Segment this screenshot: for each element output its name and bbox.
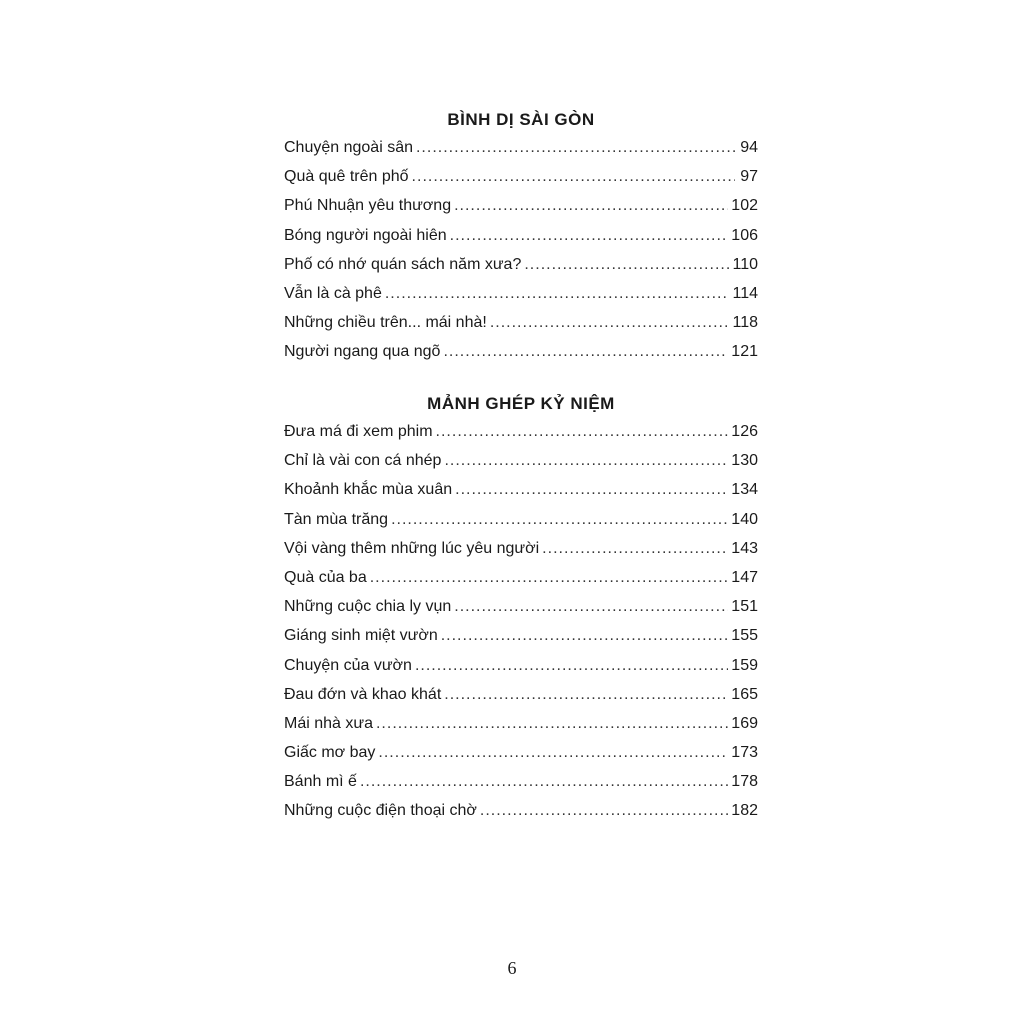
entry-page-number: 165 <box>731 685 758 703</box>
entry-title: Vẫn là cà phê <box>284 284 382 302</box>
toc-entries <box>284 417 758 826</box>
toc-entry <box>284 592 758 621</box>
toc-entry <box>284 250 758 279</box>
dot-leader <box>376 709 728 738</box>
entry-page-number: 182 <box>731 802 758 820</box>
toc-section-binh-di-sai-gon <box>284 107 758 367</box>
entry-title: Đau đớn và khao khát <box>284 685 442 703</box>
entry-title: Tàn mùa trăng <box>284 510 389 528</box>
dot-leader <box>416 133 735 162</box>
entry-page-number: 94 <box>740 139 758 156</box>
entry-page-number: 134 <box>731 481 758 499</box>
toc-entry <box>284 162 758 191</box>
toc-entry <box>284 796 758 825</box>
toc-entry <box>284 475 758 504</box>
entry-title: Người ngang qua ngõ <box>284 343 441 361</box>
entry-page-number: 121 <box>731 343 758 361</box>
page-number: 6 <box>507 958 517 978</box>
entry-title: Những cuộc chia ly vụn <box>284 598 452 616</box>
entry-title: Khoảnh khắc mùa xuân <box>284 481 453 499</box>
toc-entry <box>284 133 758 162</box>
entry-page-number: 126 <box>731 423 758 440</box>
toc-entry <box>284 767 758 796</box>
entry-title: Chuyện ngoài sân <box>284 139 413 156</box>
toc-entry <box>284 738 758 767</box>
toc-entry <box>284 279 758 308</box>
entry-title: Những chiều trên... mái nhà! <box>284 314 487 332</box>
entry-title: Chỉ là vài con cá nhép <box>284 452 442 470</box>
entry-page-number: 140 <box>731 510 758 528</box>
toc-entry <box>284 534 758 563</box>
dot-leader <box>370 563 729 592</box>
dot-leader <box>480 796 728 825</box>
entry-page-number: 178 <box>731 773 758 791</box>
dot-leader <box>450 221 729 250</box>
section-title: BÌNH DỊ SÀI GÒN <box>447 110 595 129</box>
entry-title: Quà của ba <box>284 568 367 586</box>
dot-leader <box>415 651 728 680</box>
dot-leader <box>385 279 730 308</box>
toc-entry <box>284 505 758 534</box>
entry-title: Quà quê trên phố <box>284 168 409 186</box>
dot-leader <box>454 592 728 621</box>
entry-page-number: 114 <box>732 284 758 302</box>
entry-title: Đưa má đi xem phim <box>284 423 433 440</box>
toc-entry <box>284 337 758 366</box>
entry-title: Vội vàng thêm những lúc yêu người <box>284 539 540 557</box>
dot-leader <box>524 250 729 279</box>
dot-leader <box>360 767 728 796</box>
section-title: MẢNH GHÉP KỶ NIỆM <box>427 394 615 413</box>
toc-entry <box>284 563 758 592</box>
dot-leader <box>443 337 728 366</box>
entry-title: Phố có nhớ quán sách năm xưa? <box>284 255 522 273</box>
dot-leader <box>412 162 735 191</box>
entry-page-number: 169 <box>731 714 758 732</box>
entry-title: Giấc mơ bay <box>284 744 376 762</box>
entry-page-number: 102 <box>731 197 758 215</box>
entry-title: Phú Nhuận yêu thương <box>284 197 452 215</box>
toc-entry <box>284 651 758 680</box>
toc-entries <box>284 133 758 367</box>
entry-title: Bóng người ngoài hiên <box>284 226 447 244</box>
toc-entry <box>284 417 758 446</box>
entry-title: Chuyện của vườn <box>284 656 412 674</box>
toc-entry <box>284 446 758 475</box>
entry-page-number: 173 <box>731 744 758 762</box>
dot-leader <box>490 308 730 337</box>
entry-title: Những cuộc điện thoại chờ <box>284 802 477 820</box>
entry-page-number: 143 <box>731 539 758 557</box>
entry-page-number: 130 <box>731 452 758 470</box>
entry-title: Bánh mì ế <box>284 773 357 791</box>
toc-entry <box>284 308 758 337</box>
dot-leader <box>454 191 728 220</box>
toc-entry <box>284 191 758 220</box>
entry-page-number: 159 <box>731 656 758 674</box>
entry-page-number: 151 <box>731 598 758 616</box>
toc-entry <box>284 221 758 250</box>
dot-leader <box>542 534 728 563</box>
toc-entry <box>284 621 758 650</box>
entry-page-number: 97 <box>740 168 758 186</box>
entry-page-number: 110 <box>732 255 758 273</box>
entry-title: Giáng sinh miệt vườn <box>284 627 438 645</box>
dot-leader <box>436 417 729 446</box>
entry-page-number: 147 <box>731 568 758 586</box>
toc-entry <box>284 680 758 709</box>
dot-leader <box>444 446 728 475</box>
entry-page-number: 106 <box>731 226 758 244</box>
dot-leader <box>455 475 728 504</box>
dot-leader <box>444 680 728 709</box>
dot-leader <box>441 621 729 650</box>
toc-section-manh-ghep-ky-niem <box>284 391 758 826</box>
entry-title: Mái nhà xưa <box>284 714 373 732</box>
dot-leader <box>391 505 728 534</box>
toc-entry <box>284 709 758 738</box>
entry-page-number: 155 <box>731 627 758 645</box>
entry-page-number: 118 <box>732 314 758 332</box>
dot-leader <box>378 738 728 767</box>
